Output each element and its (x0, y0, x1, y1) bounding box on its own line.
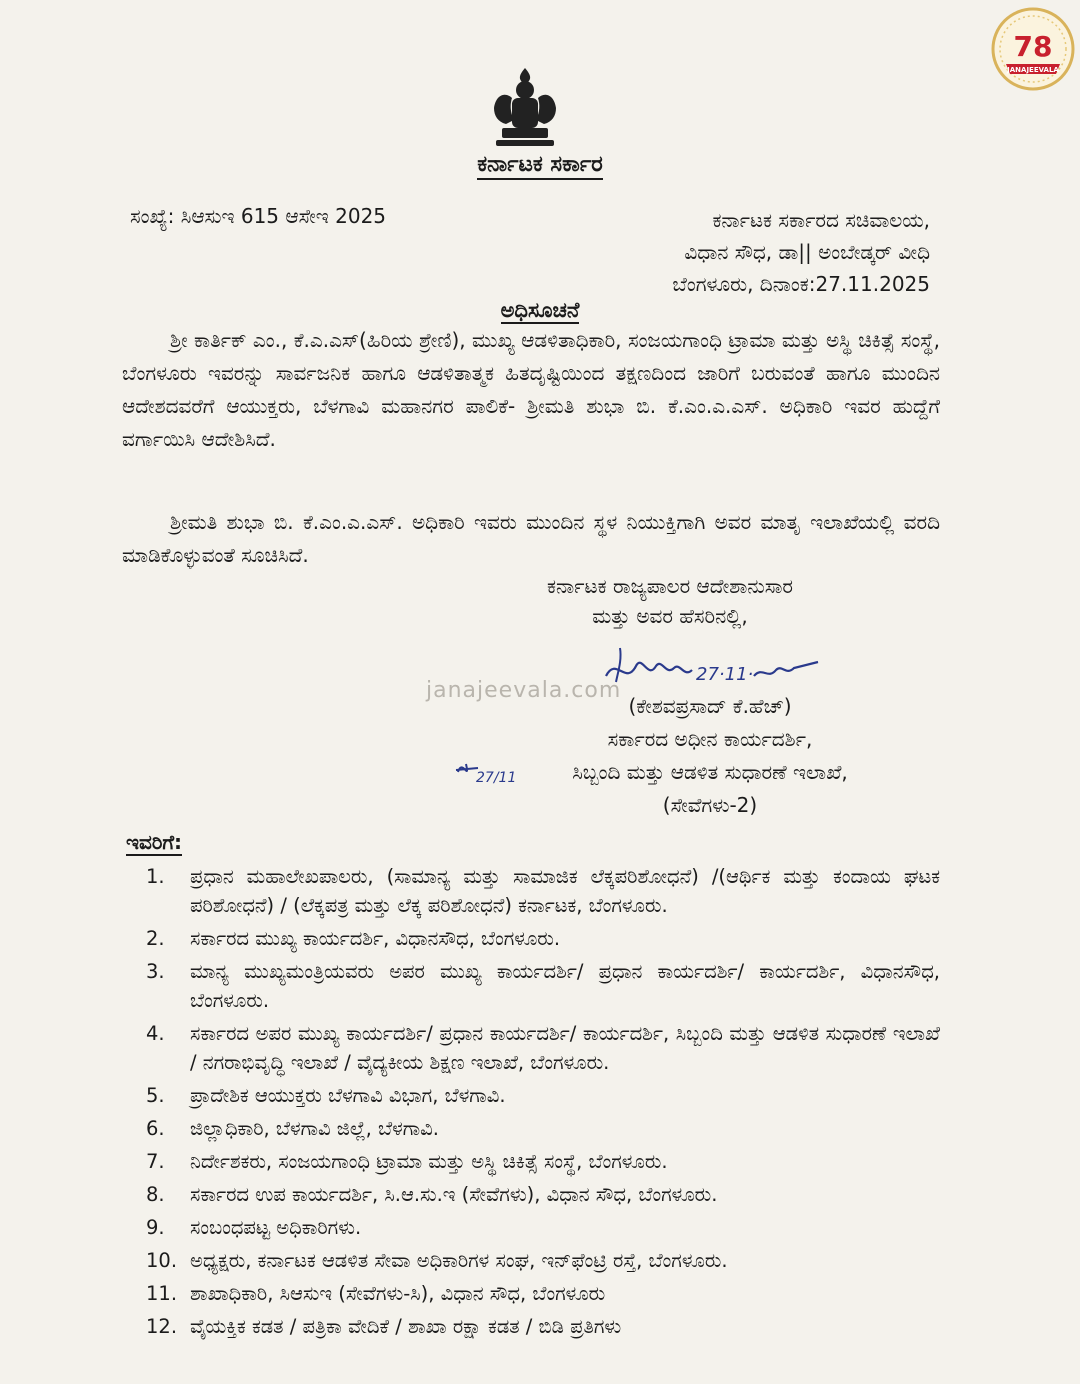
order-paragraph-2: ಶ್ರೀಮತಿ ಶುಭಾ ಬಿ. ಕೆ.ಎಂ.ಎ.ಎಸ್. ಅಧಿಕಾರಿ ಇವರು ಮುಂದಿನ ಸ್ಥಳ ನಿಯುಕ್ತಿಗಾಗಿ ಅವರ ಮಾತೃ ಇಲಾಖೆಯಲ್ಲಿ ವರದಿ ಮಾಡಿಕೊಳ್ಳುವಂತೆ ಸೂಚಿಸಿದೆ. (122, 510, 940, 567)
recipient-text: ನಿರ್ದೇಶಕರು, ಸಂಜಯಗಾಂಧಿ ಟ್ರಾಮಾ ಮತ್ತು ಅಸ್ಥಿ ಚಿಕಿತ್ಸೆ ಸಂಸ್ಥೆ, ಬೆಂಗಳೂರು. (190, 1150, 668, 1173)
recipient-number: 3. (146, 960, 165, 983)
recipient-text: ಸಂಬಂಧಪಟ್ಟ ಅಧಿಕಾರಿಗಳು. (190, 1216, 362, 1239)
recipient-text: ಸರ್ಕಾರದ ಉಪ ಕಾರ್ಯದರ್ಶಿ, ಸಿ.ಆ.ಸು.ಇ (ಸೇವೆಗಳು), ವಿಧಾನ ಸೌಧ, ಬೆಂಗಳೂರು. (190, 1183, 718, 1206)
recipient-text: ಸರ್ಕಾರದ ಮುಖ್ಯ ಕಾರ್ಯದರ್ಶಿ, ವಿಧಾನಸೌಧ, ಬೆಂಗಳೂರು. (190, 927, 561, 950)
recipient-item (126, 1019, 940, 1077)
recipient-number: 7. (146, 1150, 165, 1173)
recipients-label: ಇವರಿಗೆ: (126, 830, 183, 854)
recipient-item (126, 1279, 940, 1308)
watermark: janajeevala.com (426, 678, 622, 703)
recipient-item (126, 862, 940, 920)
recipient-number: 10. (146, 1249, 178, 1272)
signatory-block (500, 690, 920, 822)
recipient-number: 6. (146, 1117, 165, 1140)
svg-text:27/11: 27/11 (476, 770, 517, 786)
recipient-number: 5. (146, 1084, 165, 1107)
recipient-text: ಜಿಲ್ಲಾಧಿಕಾರಿ, ಬೆಳಗಾವಿ ಜಿಲ್ಲೆ, ಬೆಳಗಾವಿ. (190, 1117, 439, 1140)
signatory-designation: ಸರ್ಕಾರದ ಅಧೀನ ಕಾರ್ಯದರ್ಶಿ, (607, 727, 813, 751)
svg-text:78: 78 (1013, 30, 1053, 63)
recipient-text: ಪ್ರಧಾನ ಮಹಾಲೇಖಪಾಲರು, (ಸಾಮಾನ್ಯ ಮತ್ತು ಸಾಮಾಜಿಕ ಲೆಕ್ಕಪರಿಶೋಧನೆ) /(ಆರ್ಥಿಕ ಮತ್ತು ಕಂದಾಯ ಘಟಕ ಪರಿಶೋಧನೆ) / (ಲೆಕ್ಕಪತ್ರ ಮತ್ತು ಲೆಕ್ಕ ಪರಿಶೋಧನೆ) ಕರ್ನಾಟಕ, ಬೆಂಗಳೂರು. (190, 865, 940, 917)
recipient-item (126, 1147, 940, 1176)
recipient-text: ಸರ್ಕಾರದ ಅಪರ ಮುಖ್ಯ ಕಾರ್ಯದರ್ಶಿ/ ಪ್ರಧಾನ ಕಾರ್ಯದರ್ಶಿ/ ಕಾರ್ಯದರ್ಶಿ, ಸಿಬ್ಬಂದಿ ಮತ್ತು ಆಡಳಿತ ಸುಧಾರಣೆ ಇಲಾಖೆ / ನಗರಾಭಿವೃದ್ಧಿ ಇಲಾಖೆ / ವೈದ್ಯಕೀಯ ಶಿಕ್ಷಣ ಇಲಾಖೆ, ಬೆಂಗಳೂರು. (190, 1022, 940, 1074)
recipient-number: 8. (146, 1183, 165, 1206)
governor-order-line: ಕರ್ನಾಟಕ ರಾಜ್ಯಪಾಲರ ಆದೇಶಾನುಸಾರ (546, 574, 793, 598)
handwritten-signature (596, 636, 826, 696)
reference-number: ಸಂಖ್ಯೆ: ಸಿಆಸುಇ 615 ಆಸೇಇ 2025 (130, 204, 387, 228)
recipient-number: 1. (146, 865, 165, 888)
janajeevala-78-badge-icon (990, 6, 1076, 92)
signatory-department: ಸಿಬ್ಬಂದಿ ಮತ್ತು ಆಡಳಿತ ಸುಧಾರಣೆ ಇಲಾಖೆ, (572, 760, 848, 784)
recipient-number: 9. (146, 1216, 165, 1239)
recipient-text: ಪ್ರಾದೇಶಿಕ ಆಯುಕ್ತರು ಬೆಳಗಾವಿ ವಿಭಾಗ, ಬೆಳಗಾವಿ. (190, 1084, 506, 1107)
recipient-item (126, 924, 940, 953)
address-date-line: ಬೆಂಗಳೂರು, ದಿನಾಂಕ:27.11.2025 (672, 272, 930, 296)
issuing-office-address (672, 204, 930, 300)
recipient-item (126, 1180, 940, 1209)
recipient-text: ಅಧ್ಯಕ್ಷರು, ಕರ್ನಾಟಕ ಆಡಳಿತ ಸೇವಾ ಅಧಿಕಾರಿಗಳ ಸಂಘ, ಇನ್‌ಫೆಂಟ್ರಿ ರಸ್ತೆ, ಬೆಂಗಳೂರು. (190, 1249, 728, 1272)
recipient-number: 11. (146, 1282, 178, 1305)
svg-text:JANAJEEVALA: JANAJEEVALA (1007, 66, 1059, 74)
signatory-name: (ಕೇಶವಪ್ರಸಾದ್ ಕೆ.ಹೆಚ್) (628, 694, 792, 718)
recipient-item (126, 1213, 940, 1242)
address-line-1: ಕರ್ನಾಟಕ ಸರ್ಕಾರದ ಸಚಿವಾಲಯ, (712, 208, 930, 232)
recipient-item (126, 1246, 940, 1275)
order-paragraph-1: ಶ್ರೀ ಕಾರ್ತಿಕ್ ಎಂ., ಕೆ.ಎ.ಎಸ್(ಹಿರಿಯ ಶ್ರೇಣಿ), ಮುಖ್ಯ ಆಡಳಿತಾಧಿಕಾರಿ, ಸಂಜಯಗಾಂಧಿ ಟ್ರಾಮಾ ಮತ್ತು ಅಸ್ಥಿ ಚಿಕಿತ್ಸೆ ಸಂಸ್ಥೆ, ಬೆಂಗಳೂರು ಇವರನ್ನು ಸಾರ್ವಜನಿಕ ಹಾಗೂ ಆಡಳಿತಾತ್ಮಕ ಹಿತದೃಷ್ಟಿಯಿಂದ ತಕ್ಷಣದಿಂದ ಜಾರಿಗೆ ಬರುವಂತೆ ಹಾಗೂ ಮುಂದಿನ ಆದೇಶದವರೆಗೆ ಆಯುಕ್ತರು, ಬೆಳಗಾವಿ ಮಹಾನಗರ ಪಾಲಿಕೆ- ಶ್ರೀಮತಿ ಶುಭಾ ಬಿ. ಕೆ.ಎಂ.ಎ.ಎಸ್. ಅಧಿಕಾರಿ ಇವರ ಹುದ್ದೆಗೆ ವರ್ಗಾಯಿಸಿ ಆದೇಶಿಸಿದೆ. (122, 328, 940, 451)
recipient-item (126, 1114, 940, 1143)
notification-heading: ಅಧಿಸೂಚನೆ (500, 298, 580, 322)
svg-text:27·11·: 27·11· (696, 664, 754, 685)
recipient-item (126, 1312, 940, 1341)
recipient-text: ಮಾನ್ಯ ಮುಖ್ಯಮಂತ್ರಿಯವರು ಅಪರ ಮುಖ್ಯ ಕಾರ್ಯದರ್ಶಿ/ ಪ್ರಧಾನ ಕಾರ್ಯದರ್ಶಿ/ ಕಾರ್ಯದರ್ಶಿ, ವಿಧಾನಸೌಧ, ಬೆಂಗಳೂರು. (190, 960, 940, 1012)
recipient-list (126, 862, 940, 1345)
signatory-section: (ಸೇವೆಗಳು-2) (662, 793, 758, 817)
on-behalf-line: ಮತ್ತು ಅವರ ಹೆಸರಿನಲ್ಲಿ, (592, 604, 748, 628)
recipient-item (126, 1081, 940, 1110)
karnataka-emblem-icon (482, 64, 568, 150)
address-line-2: ವಿಧಾನ ಸೌಧ, ಡಾ|| ಅಂಬೇಡ್ಕರ್ ವೀಧಿ (684, 240, 930, 264)
government-title: ಕರ್ನಾಟಕ ಸರ್ಕಾರ (0, 152, 1080, 177)
recipient-text: ವೈಯಕ್ತಿಕ ಕಡತ / ಪತ್ರಿಕಾ ವೇದಿಕೆ / ಶಾಖಾ ರಕ್ಷಾ ಕಡತ / ಬಿಡಿ ಪ್ರತಿಗಳು (190, 1315, 622, 1338)
recipient-text: ಶಾಖಾಧಿಕಾರಿ, ಸಿಆಸುಇ (ಸೇವೆಗಳು-ಸಿ), ವಿಧಾನ ಸೌಧ, ಬೆಂಗಳೂರು (190, 1282, 606, 1305)
recipient-number: 2. (146, 927, 165, 950)
recipient-number: 4. (146, 1022, 165, 1045)
recipient-number: 12. (146, 1315, 178, 1338)
recipient-item (126, 957, 940, 1015)
